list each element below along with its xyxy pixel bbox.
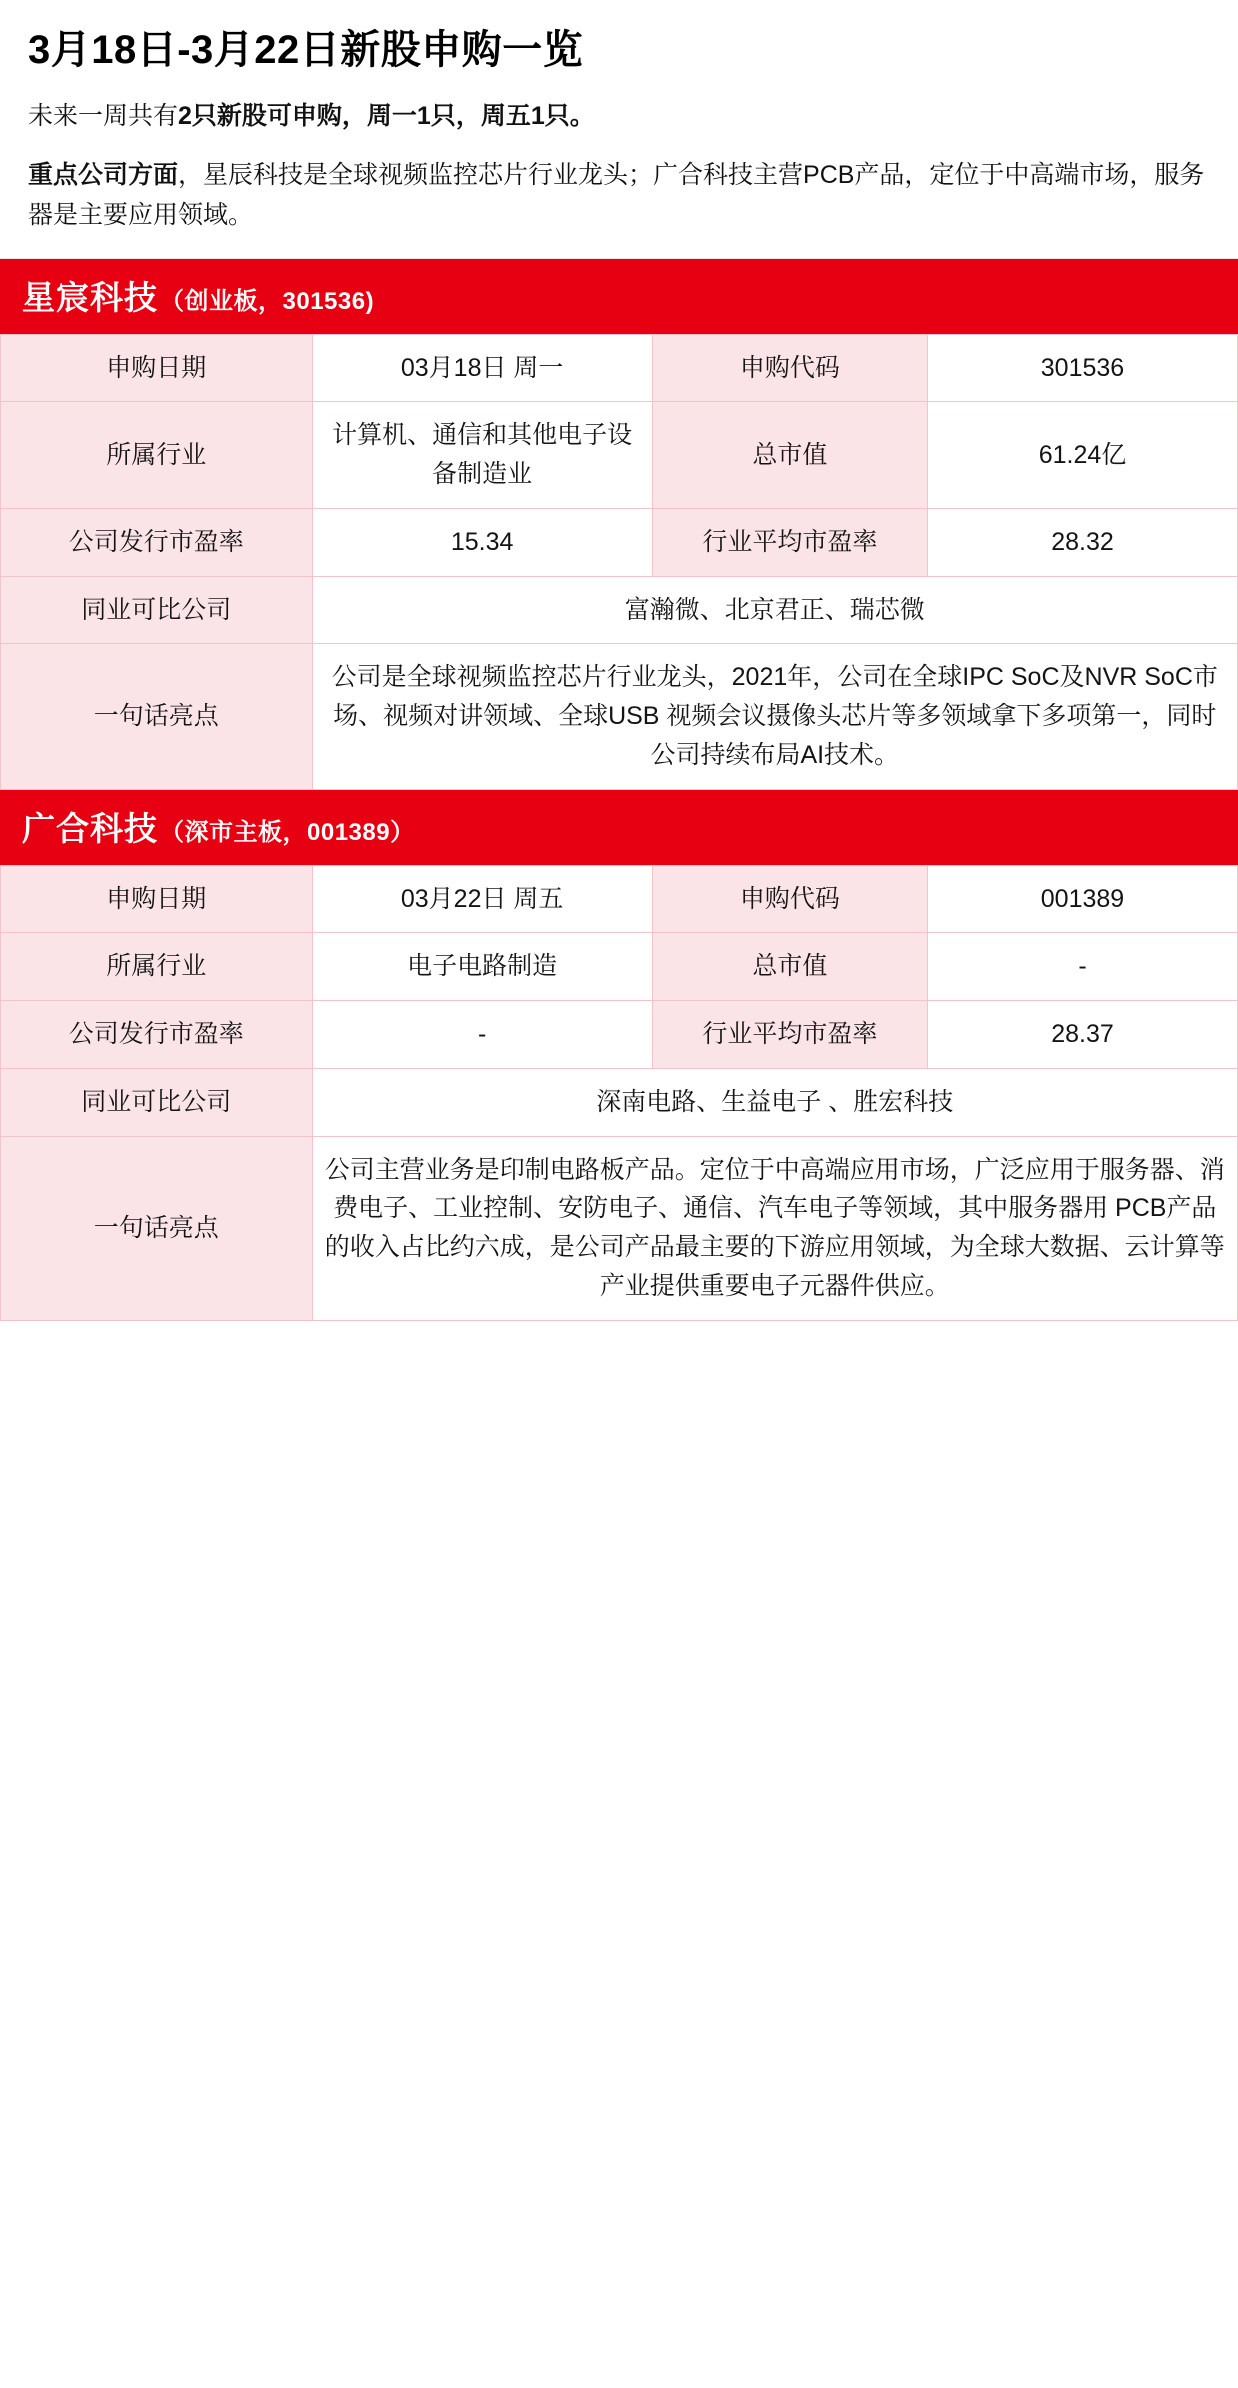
label-subscribe-date: 申购日期 [1,334,313,402]
label-subscribe-code: 申购代码 [652,865,927,933]
intro-section [0,0,1238,259]
table-row [1,1001,1238,1069]
intro-2-rest: ，星辰科技是全球视频监控芯片行业龙头；广合科技主营PCB产品，定位于中高端市场，服务器是主要应用领域。 [28,160,1205,229]
company-header-2 [0,790,1238,865]
company-name-1: 星宸科技 [22,278,158,316]
label-industry-avg-pe: 行业平均市盈率 [652,1001,927,1069]
label-issue-pe: 公司发行市盈率 [1,1001,313,1069]
label-peers: 同业可比公司 [1,1068,313,1136]
value-issue-pe-1: 15.34 [312,508,652,576]
table-row [1,334,1238,402]
table-row [1,576,1238,644]
value-industry-avg-pe-1: 28.32 [927,508,1237,576]
table-row [1,865,1238,933]
value-peers-2: 深南电路、生益电子 、胜宏科技 [312,1068,1237,1136]
label-industry-avg-pe: 行业平均市盈率 [652,508,927,576]
page-title: 3月18日-3月22日新股申购一览 [28,28,584,72]
company-meta-2: （深市主板，001389） [160,818,415,846]
company-name-2: 广合科技 [22,809,158,847]
label-subscribe-date: 申购日期 [1,865,313,933]
label-peers: 同业可比公司 [1,576,313,644]
intro-1-plain: 未来一周共有 [28,102,179,130]
label-market-cap: 总市值 [652,933,927,1001]
intro-2-bold: 重点公司方面 [28,160,179,189]
value-subscribe-date-1: 03月18日 周一 [312,334,652,402]
table-row [1,1136,1238,1320]
label-highlight: 一句话亮点 [1,1136,313,1320]
value-issue-pe-2: - [312,1001,652,1069]
company-info-table-1 [0,334,1238,790]
label-subscribe-code: 申购代码 [652,334,927,402]
company-info-table-2 [0,865,1238,1321]
value-peers-1: 富瀚微、北京君正、瑞芯微 [312,576,1237,644]
intro-paragraph-1 [28,96,1210,137]
value-subscribe-code-1: 301536 [927,334,1237,402]
table-row [1,933,1238,1001]
table-row [1,644,1238,789]
label-market-cap: 总市值 [652,402,927,509]
label-highlight: 一句话亮点 [1,644,313,789]
value-market-cap-2: - [927,933,1237,1001]
intro-1-bold: 2只新股可申购，周一1只，周五1只。 [178,102,595,130]
company-block-2 [0,790,1238,1321]
label-industry: 所属行业 [1,933,313,1001]
table-row [1,508,1238,576]
value-highlight-2: 公司主营业务是印制电路板产品。定位于中高端应用市场，广泛应用于服务器、消费电子、工业控制、安防电子、通信、汽车电子等领域，其中服务器用 PCB产品的收入占比约六成，是公司产品最主要的下游应用领域，为全球大数据、云计算等产业提供重要电子元器件供应。 [312,1136,1237,1320]
table-row [1,1068,1238,1136]
table-row [1,402,1238,509]
value-market-cap-1: 61.24亿 [927,402,1237,509]
value-industry-2: 电子电路制造 [312,933,652,1001]
label-issue-pe: 公司发行市盈率 [1,508,313,576]
value-highlight-1: 公司是全球视频监控芯片行业龙头，2021年，公司在全球IPC SoC及NVR SoC市场、视频对讲领域、全球USB 视频会议摄像头芯片等多领域拿下多项第一，同时公司持续布局AI技术。 [312,644,1237,789]
value-subscribe-date-2: 03月22日 周五 [312,865,652,933]
value-subscribe-code-2: 001389 [927,865,1237,933]
company-block-1 [0,259,1238,790]
label-industry: 所属行业 [1,402,313,509]
value-industry-avg-pe-2: 28.37 [927,1001,1237,1069]
value-industry-1: 计算机、通信和其他电子设备制造业 [312,402,652,509]
company-header-1 [0,259,1238,334]
company-meta-1: （创业板，301536) [160,287,375,315]
intro-paragraph-2 [28,155,1210,236]
